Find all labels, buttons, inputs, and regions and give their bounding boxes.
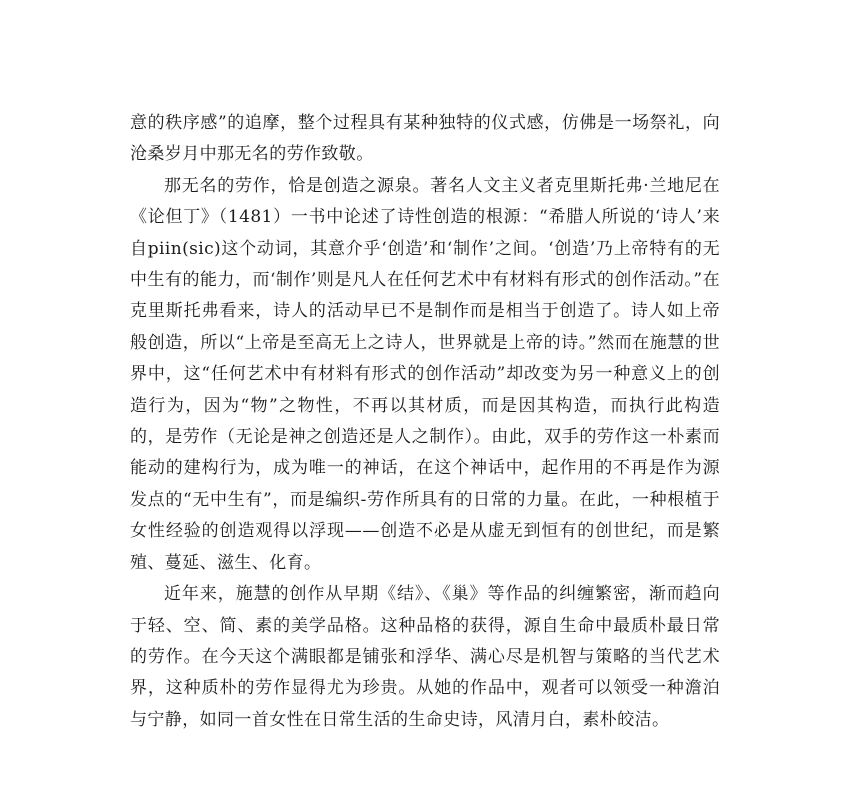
body-text: [130, 108, 720, 736]
paragraph-1: 意的秩序感”的追摩，整个过程具有某种独特的仪式感，仿佛是一场祭礼，向沧桑岁月中那无名的劳作致敬。: [130, 113, 720, 165]
paragraph-3: 近年来，施慧的创作从早期《结》、《巢》等作品的纠缠繁密，渐而趋向于轻、空、简、素的美学品格。这种品格的获得，源自生命中最质朴最日常的劳作。在今天这个满眼都是铺张和浮华、满心尽是机智与策略的当代艺术界，这种质朴的劳作显得尤为珍贵。从她的作品中，观者可以领受一种澹泊与宁静，如同一首女性在日常生活的生命史诗，风清月白，素朴皎洁。: [130, 584, 720, 730]
paragraph-2: 那无名的劳作，恰是创造之源泉。著名人文主义者克里斯托弗·兰地尼在《论但丁》（1481）一书中论述了诗性创造的根源：“希腊人所说的‘诗人’来自piin(sic)这个动词，其意介乎‘创造’和‘制作’之间。‘创造’乃上帝特有的无中生有的能力，而‘制作’则是凡人在任何艺术中有材料有形式的创作活动。”在克里斯托弗看来，诗人的活动早已不是制作而是相当于创造了。诗人如上帝般创造，所以“上帝是至高无上之诗人，世界就是上帝的诗。”然而在施慧的世界中，这“任何艺术中有材料有形式的创作活动”却改变为另一种意义上的创造行为，因为“物”之物性，不再以其材质，而是因其构造，而执行此构造的，是劳作（无论是神之创造还是人之制作）。由此，双手的劳作这一朴素而能动的建构行为，成为唯一的神话，在这个神话中，起作用的不再是作为源发点的“无中生有”，而是编织-劳作所具有的日常的力量。在此，一种根植于女性经验的创造观得以浮现——创造不必是从虚无到恒有的创世纪，而是繁殖、蔓延、滋生、化育。: [130, 175, 720, 573]
